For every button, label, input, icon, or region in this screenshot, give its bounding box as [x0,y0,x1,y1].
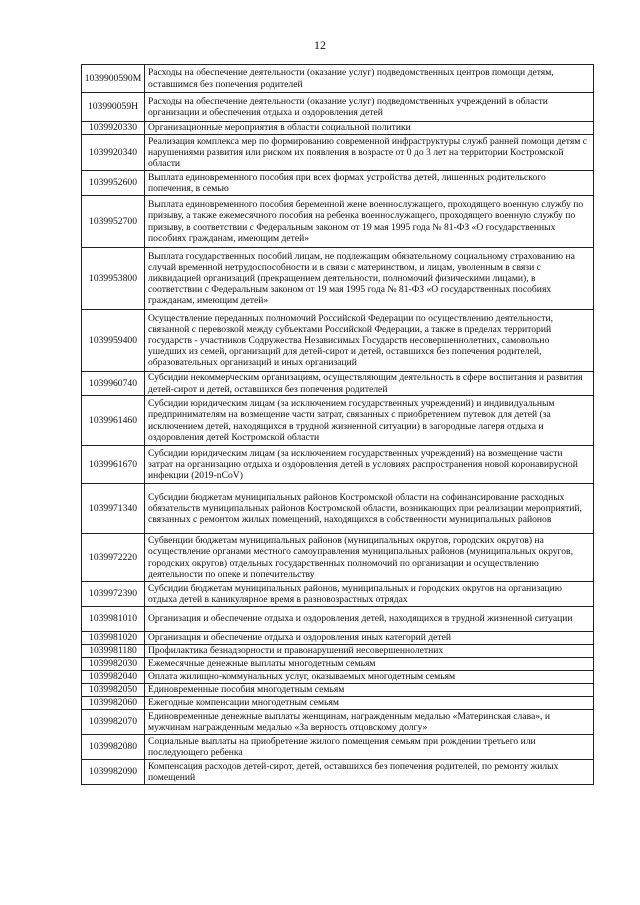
table-row [82,582,594,607]
table-row [82,684,594,697]
row-code: 1039952700 [82,196,145,248]
table-row [82,710,594,735]
row-description: Субсидии юридическим лицам (за исключением государственных учреждений) на возмещение части затрат на организацию отдыха и оздоровления детей в условиях распространения новой коронавирусной инфекции (2019-nCoV) [145,446,594,484]
row-code: 1039982090 [82,760,145,785]
page-number: 12 [314,38,326,52]
row-description: Выплата единовременного пособия при всех формах устройства детей, лишенных родительского попечения, в семью [145,171,594,196]
row-description: Оплата жилищно-коммунальных услуг, оказываемых многодетным семьям [145,671,594,684]
row-description: Единовременные пособия многодетным семьям [145,684,594,697]
table-row [82,632,594,645]
row-description: Компенсация расходов детей-сирот, детей, оставшихся без попечения родителей, по ремонту жилых помещений [145,760,594,785]
row-code: 1039961460 [82,396,145,446]
table-row [82,396,594,446]
row-code: 1039982030 [82,658,145,671]
row-code: 1039982040 [82,671,145,684]
row-code: 1039971340 [82,484,145,534]
row-description: Субсидии юридическим лицам (за исключением государственных учреждений) и индивидуальным предпринимателям на возмещение части затрат, связанных с приобретением путевок для детей (за исключением детей, находящихся в трудной жизненной ситуации) в загородные лагеря отдыха и оздоровления детей Костромской области [145,396,594,446]
table-row [82,607,594,632]
table-row [82,372,594,396]
row-description: Реализация комплекса мер по формированию современной инфраструктуры служб ранней помощи детям с нарушениями развития или риском их появления в возрасте от 0 до 3 лет на территории Костромской области [145,135,594,171]
row-description: Ежегодные компенсации многодетным семьям [145,697,594,710]
row-code: 1039959400 [82,310,145,372]
row-code: 1039952600 [82,171,145,196]
table-row [82,122,594,135]
table-row [82,658,594,671]
row-description: Выплата единовременного пособия беременной жене военнослужащего, проходящего военную службу по призыву, а также ежемесячного пособия на ребенка военнослужащего, проходящего военную службу по призыву, в соответствии с Федеральным законом от 19 мая 1995 года № 81-ФЗ «О государственных пособиях гражданам, имеющим детей» [145,196,594,248]
row-code: 1039981180 [82,645,145,658]
row-code: 1039960740 [82,372,145,396]
row-code: 1039981010 [82,607,145,632]
row-description: Организация и обеспечение отдыха и оздоровления иных категорий детей [145,632,594,645]
table-row [82,93,594,122]
row-code: 1039920330 [82,122,145,135]
table-row [82,484,594,534]
row-description: Социальные выплаты на приобретение жилого помещения семьям при рождении третьего или последующего ребенка [145,735,594,760]
row-code: 1039981020 [82,632,145,645]
row-code: 1039972390 [82,582,145,607]
row-code: 1039953800 [82,248,145,310]
table-row [82,248,594,310]
table-row [82,645,594,658]
row-description: Субвенции бюджетам муниципальных районов (муниципальных округов, городских округов) на осуществление органами местного самоуправления муниципальных районов (муниципальных округов, городских округов) отдельных государственных полномочий по организации и осуществлению деятельности по опеке и попечительству [145,534,594,582]
budget-classification-table [81,64,594,785]
row-code: 1039982050 [82,684,145,697]
row-description: Единовременные денежные выплаты женщинам, награжденным медалью «Материнская слава», и мужчинам награжденным медалью «За верность отцовскому долгу» [145,710,594,735]
row-description: Расходы на обеспечение деятельности (оказание услуг) подведомственных учреждений в области организации и обеспечения отдыха и оздоровления детей [145,93,594,122]
table-row [82,671,594,684]
row-code: 1039982060 [82,697,145,710]
row-description: Осуществление переданных полномочий Российской Федерации по осуществлению деятельности, связанной с перевозкой между субъектами Российской Федерации, а также в пределах территорий государств - участников Содружества Независимых Государств несовершеннолетних, самовольно ушедших из семей, организаций для детей-сирот и детей, оставшихся без попечения родителей, образовательных организаций и иных организаций [145,310,594,372]
table-row [82,446,594,484]
row-description: Субсидии бюджетам муниципальных районов Костромской области на софинансирование расходных обязательств муниципальных районов Костромской области, возникающих при реализации мероприятий, связанных с ремонтом жилых помещений, находящихся в собственности муниципальных районов [145,484,594,534]
row-code: 1039982070 [82,710,145,735]
table-row [82,65,594,93]
table-row [82,196,594,248]
table-row [82,135,594,171]
row-code: 1039982080 [82,735,145,760]
table-row [82,310,594,372]
row-description: Профилактика безнадзорности и правонарушений несовершеннолетних [145,645,594,658]
row-description: Выплата государственных пособий лицам, не подлежащим обязательному социальному страхованию на случай временной нетрудоспособности и в связи с материнством, и лицам, уволенным в связи с ликвидацией организаций (прекращением деятельности, полномочий физическими лицами), в соответствии с Федеральным законом от 19 мая 1995 года № 81-ФЗ «О государственных пособиях гражданам, имеющим детей» [145,248,594,310]
table-row [82,171,594,196]
row-description: Организация и обеспечение отдыха и оздоровления детей, находящихся в трудной жизненной ситуации [145,607,594,632]
table-body [82,65,594,785]
row-code: 1039961670 [82,446,145,484]
row-description: Субсидии бюджетам муниципальных районов, муниципальных и городских округов на организацию отдыха детей в каникулярное время в разновозрастных отрядах [145,582,594,607]
row-description: Субсидии некоммерческим организациям, осуществляющим деятельность в сфере воспитания и развития детей-сирот и детей, оставшихся без попечения родителей [145,372,594,396]
table-row [82,697,594,710]
table-row [82,735,594,760]
table-row [82,760,594,785]
row-code: 1039920340 [82,135,145,171]
row-code: 1039972220 [82,534,145,582]
row-description: Ежемесячные денежные выплаты многодетным семьям [145,658,594,671]
row-code: 1039900590М [82,65,145,93]
row-description: Расходы на обеспечение деятельности (оказание услуг) подведомственных центров помощи детям, оставшимся без попечения родителей [145,65,594,93]
row-code: 103990059Н [82,93,145,122]
row-description: Организационные мероприятия в области социальной политики [145,122,594,135]
table-row [82,534,594,582]
